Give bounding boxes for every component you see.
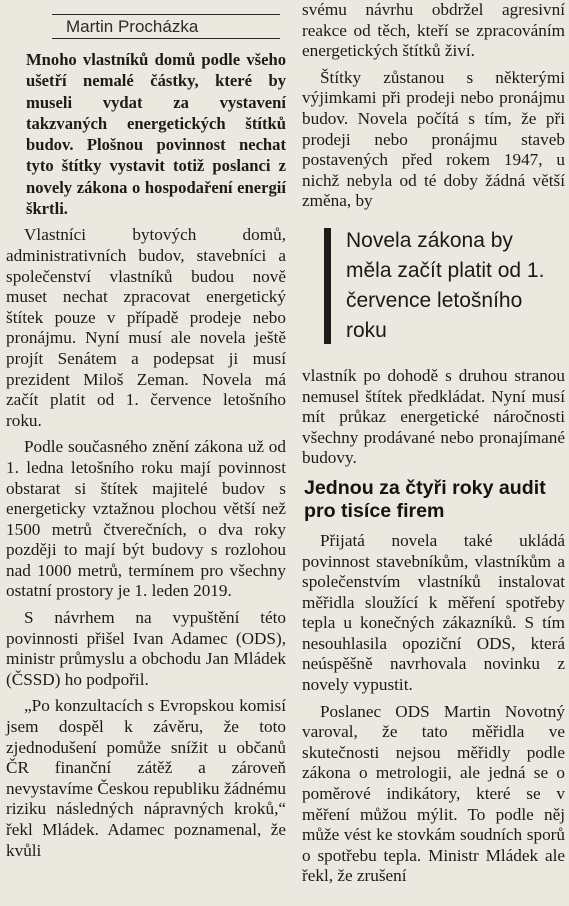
pull-quote-text: Novela zákona by měla začít platit od 1. července letošního roku [346,228,545,342]
right-column [302,0,569,893]
body-paragraph: S návrhem na vypuštění této povinnosti přišel Ivan Adamec (ODS), ministr průmyslu a obchodu Jan Mládek (ČSSD) ho podpořil. [6,608,286,689]
body-paragraph: Podle současného znění zákona už od 1. ledna letošního roku mají povinnost obstarat si štítek majitelé budov s energeticky vztažnou plochou větší než 1500 metrů čtverečních, o dva roky později to mají být budovy s rozlohou nad 1000 metrů, termínem pro všechny ostatní prostory je 1. leden 2019. [6,437,286,601]
lead-paragraph: Mnoho vlastníků domů podle všeho ušetří nemalé částky, které by museli vydat za vystavení takzvaných energetických štítků budov. Plošnou povinnost nechat tyto štítky vystavit totiž poslanci z novely zákona o hospodaření energií škrtli. [26,50,286,219]
body-paragraph: Přijatá novela také ukládá povinnost stavebníkům, vlastníkům a společenstvím vlastníků instalovat měřidla sloužící k měření spotřeby tepla u konečných zákazníků. S tím nesouhlasila opoziční ODS, která neúspěšně navrhovala novinku z novely vypustit. [302,530,565,695]
section-subheading: Jednou za čtyři roky audit pro tisíce firem [304,476,546,522]
body-paragraph: vlastník po dohodě s druhou stranou nemusel štítek předkládat. Nyní musí mít průkaz energetické náročnosti všechny prodávané nebo pronajímané budovy. [302,365,565,468]
body-paragraph: Vlastníci bytových domů, administrativních budov, stavebníci a společenství vlastníků budou nově muset nechat zpracovat energetický štítek pouze v případě prodeje nebo pronájmu. Nyní musí ale novela ještě projít Senátem a podepsat ji musí prezident Miloš Zeman. Novela má začít platit od 1. července letošního roku. [6,225,286,430]
pull-quote-bar [324,228,331,344]
body-paragraph: Poslanec ODS Martin Novotný varoval, že tato měřidla ve skutečnosti nejsou měřidly podle zákona o metrologii, ale jedná se o poměrové indikátory, které se v měření můžou mýlit. To podle něj může vést ke stovkám soudních sporů o spotřebu tepla. Ministr Mládek ale řekl, že zrušení [302,701,565,886]
body-paragraph: „Po konzultacích s Evropskou komisí jsem dospěl k závěru, že toto zjednodušení pomůže snížit u občanů ČR finanční zátěž a zároveň nevystavíme Českou republiku žádnému riziku následných nápravných kroků,“ řekl Mládek. Adamec poznamenal, že kvůli [6,696,286,860]
body-paragraph: svému návrhu obdržel agresivní reakce od těch, kteří se zpracováním energetických štítků živí. [302,0,565,61]
pull-quote [324,224,561,350]
author-byline: Martin Procházka [52,14,280,39]
left-column [0,0,290,867]
body-paragraph: Štítky zůstanou s některými výjimkami při prodeji nebo pronájmu budov. Novela počítá s tím, že při prodeji nebo pronájmu staveb postavených před rokem 1947, u nichž nebyla od té doby žádná větší změna, by [302,67,565,211]
